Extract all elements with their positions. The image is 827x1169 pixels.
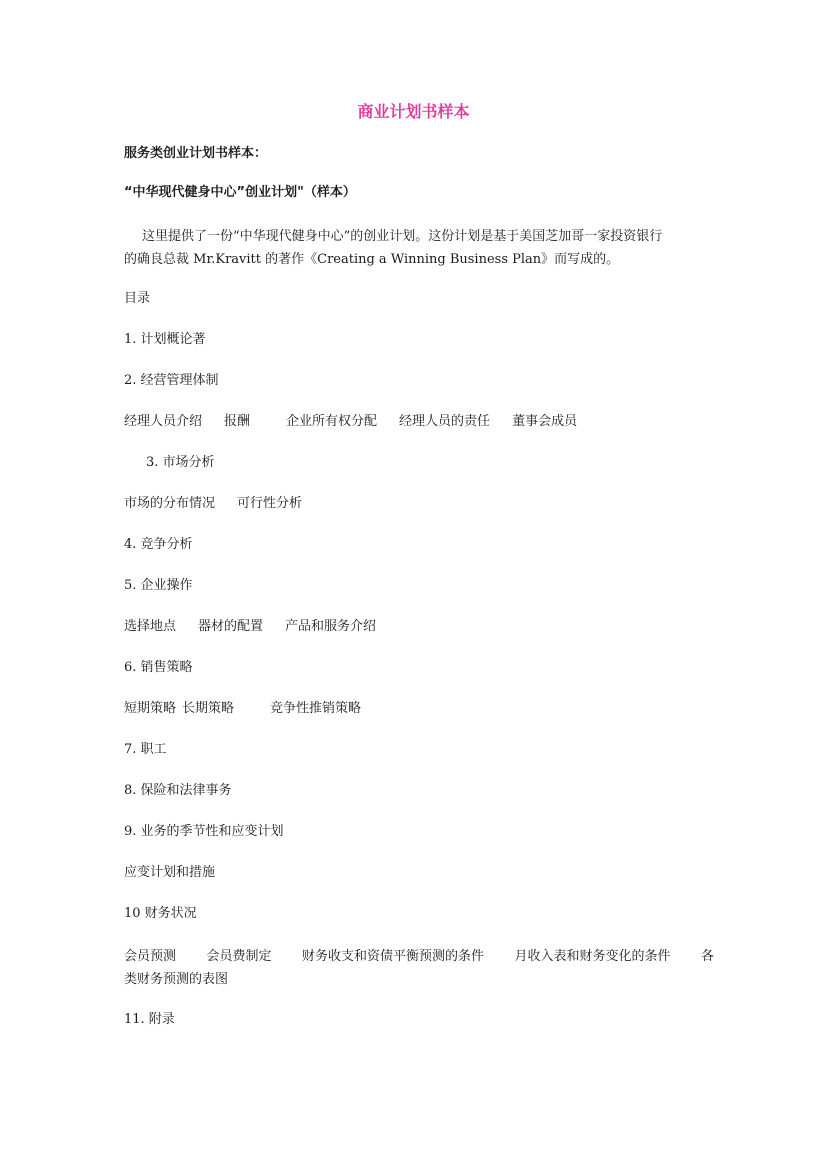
- list-item: 月收入表和财务变化的条件: [514, 949, 671, 964]
- toc-section-10-items: [124, 945, 714, 991]
- intro-line-1: 这里提供了一份“中华现代健身中心”的创业计划。这份计划是基于美国芝加哥一家投资银行: [142, 229, 663, 244]
- list-item: 器材的配置: [198, 619, 264, 634]
- list-item: 各: [700, 949, 714, 964]
- list-item: 短期策略: [124, 701, 177, 716]
- list-item: 报酬: [224, 414, 251, 429]
- list-item: 可行性分析: [237, 496, 303, 511]
- toc-section-10: 10 财务状况: [124, 906, 197, 921]
- toc-section-5: 5. 企业操作: [124, 578, 193, 593]
- toc-section-8: 8. 保险和法律事务: [124, 783, 232, 798]
- list-item: 会员预测: [124, 949, 177, 964]
- toc-section-5-items: [124, 618, 376, 636]
- list-item: 会员费制定: [206, 949, 272, 964]
- toc-section-3-items: [124, 495, 302, 513]
- toc-section-2-items: [124, 413, 577, 431]
- toc-section-6-items: [124, 700, 361, 718]
- toc-section-11: 11. 附录: [124, 1012, 175, 1027]
- list-item-continuation: 类财务预测的表图: [124, 972, 229, 987]
- toc-section-9: 9. 业务的季节性和应变计划: [124, 824, 284, 839]
- plan-heading: “中华现代健身中心”创业计划"（样本）: [124, 185, 356, 200]
- list-item: 财务收支和资债平衡预测的条件: [301, 949, 484, 964]
- intro-paragraph: [124, 225, 714, 271]
- list-item: 经理人员的责任: [399, 414, 491, 429]
- list-item: 市场的分布情况: [124, 496, 216, 511]
- toc-section-1: 1. 计划概论著: [124, 332, 206, 347]
- list-item: 产品和服务介绍: [285, 619, 377, 634]
- toc-section-4: 4. 竞争分析: [124, 537, 193, 552]
- list-item: 董事会成员: [512, 414, 578, 429]
- subtitle: 服务类创业计划书样本：: [124, 146, 268, 161]
- list-item: 选择地点: [124, 619, 177, 634]
- intro-line-2: 的确良总裁 Mr.Kravitt 的著作《Creating a Winning Business Plan》而写成的。: [124, 252, 620, 267]
- list-item: 企业所有权分配: [286, 414, 378, 429]
- toc-heading: 目录: [124, 291, 151, 306]
- list-item: 竞争性推销策略: [270, 701, 362, 716]
- toc-section-3: 3. 市场分析: [146, 455, 215, 470]
- page-title: 商业计划书样本: [357, 102, 470, 121]
- toc-section-7: 7. 职工: [124, 742, 167, 757]
- toc-section-9-item: 应变计划和措施: [124, 865, 216, 880]
- list-item: 经理人员介绍: [124, 414, 203, 429]
- list-item: 长期策略: [182, 701, 235, 716]
- toc-section-6: 6. 销售策略: [124, 660, 193, 675]
- toc-section-2: 2. 经营管理体制: [124, 373, 219, 388]
